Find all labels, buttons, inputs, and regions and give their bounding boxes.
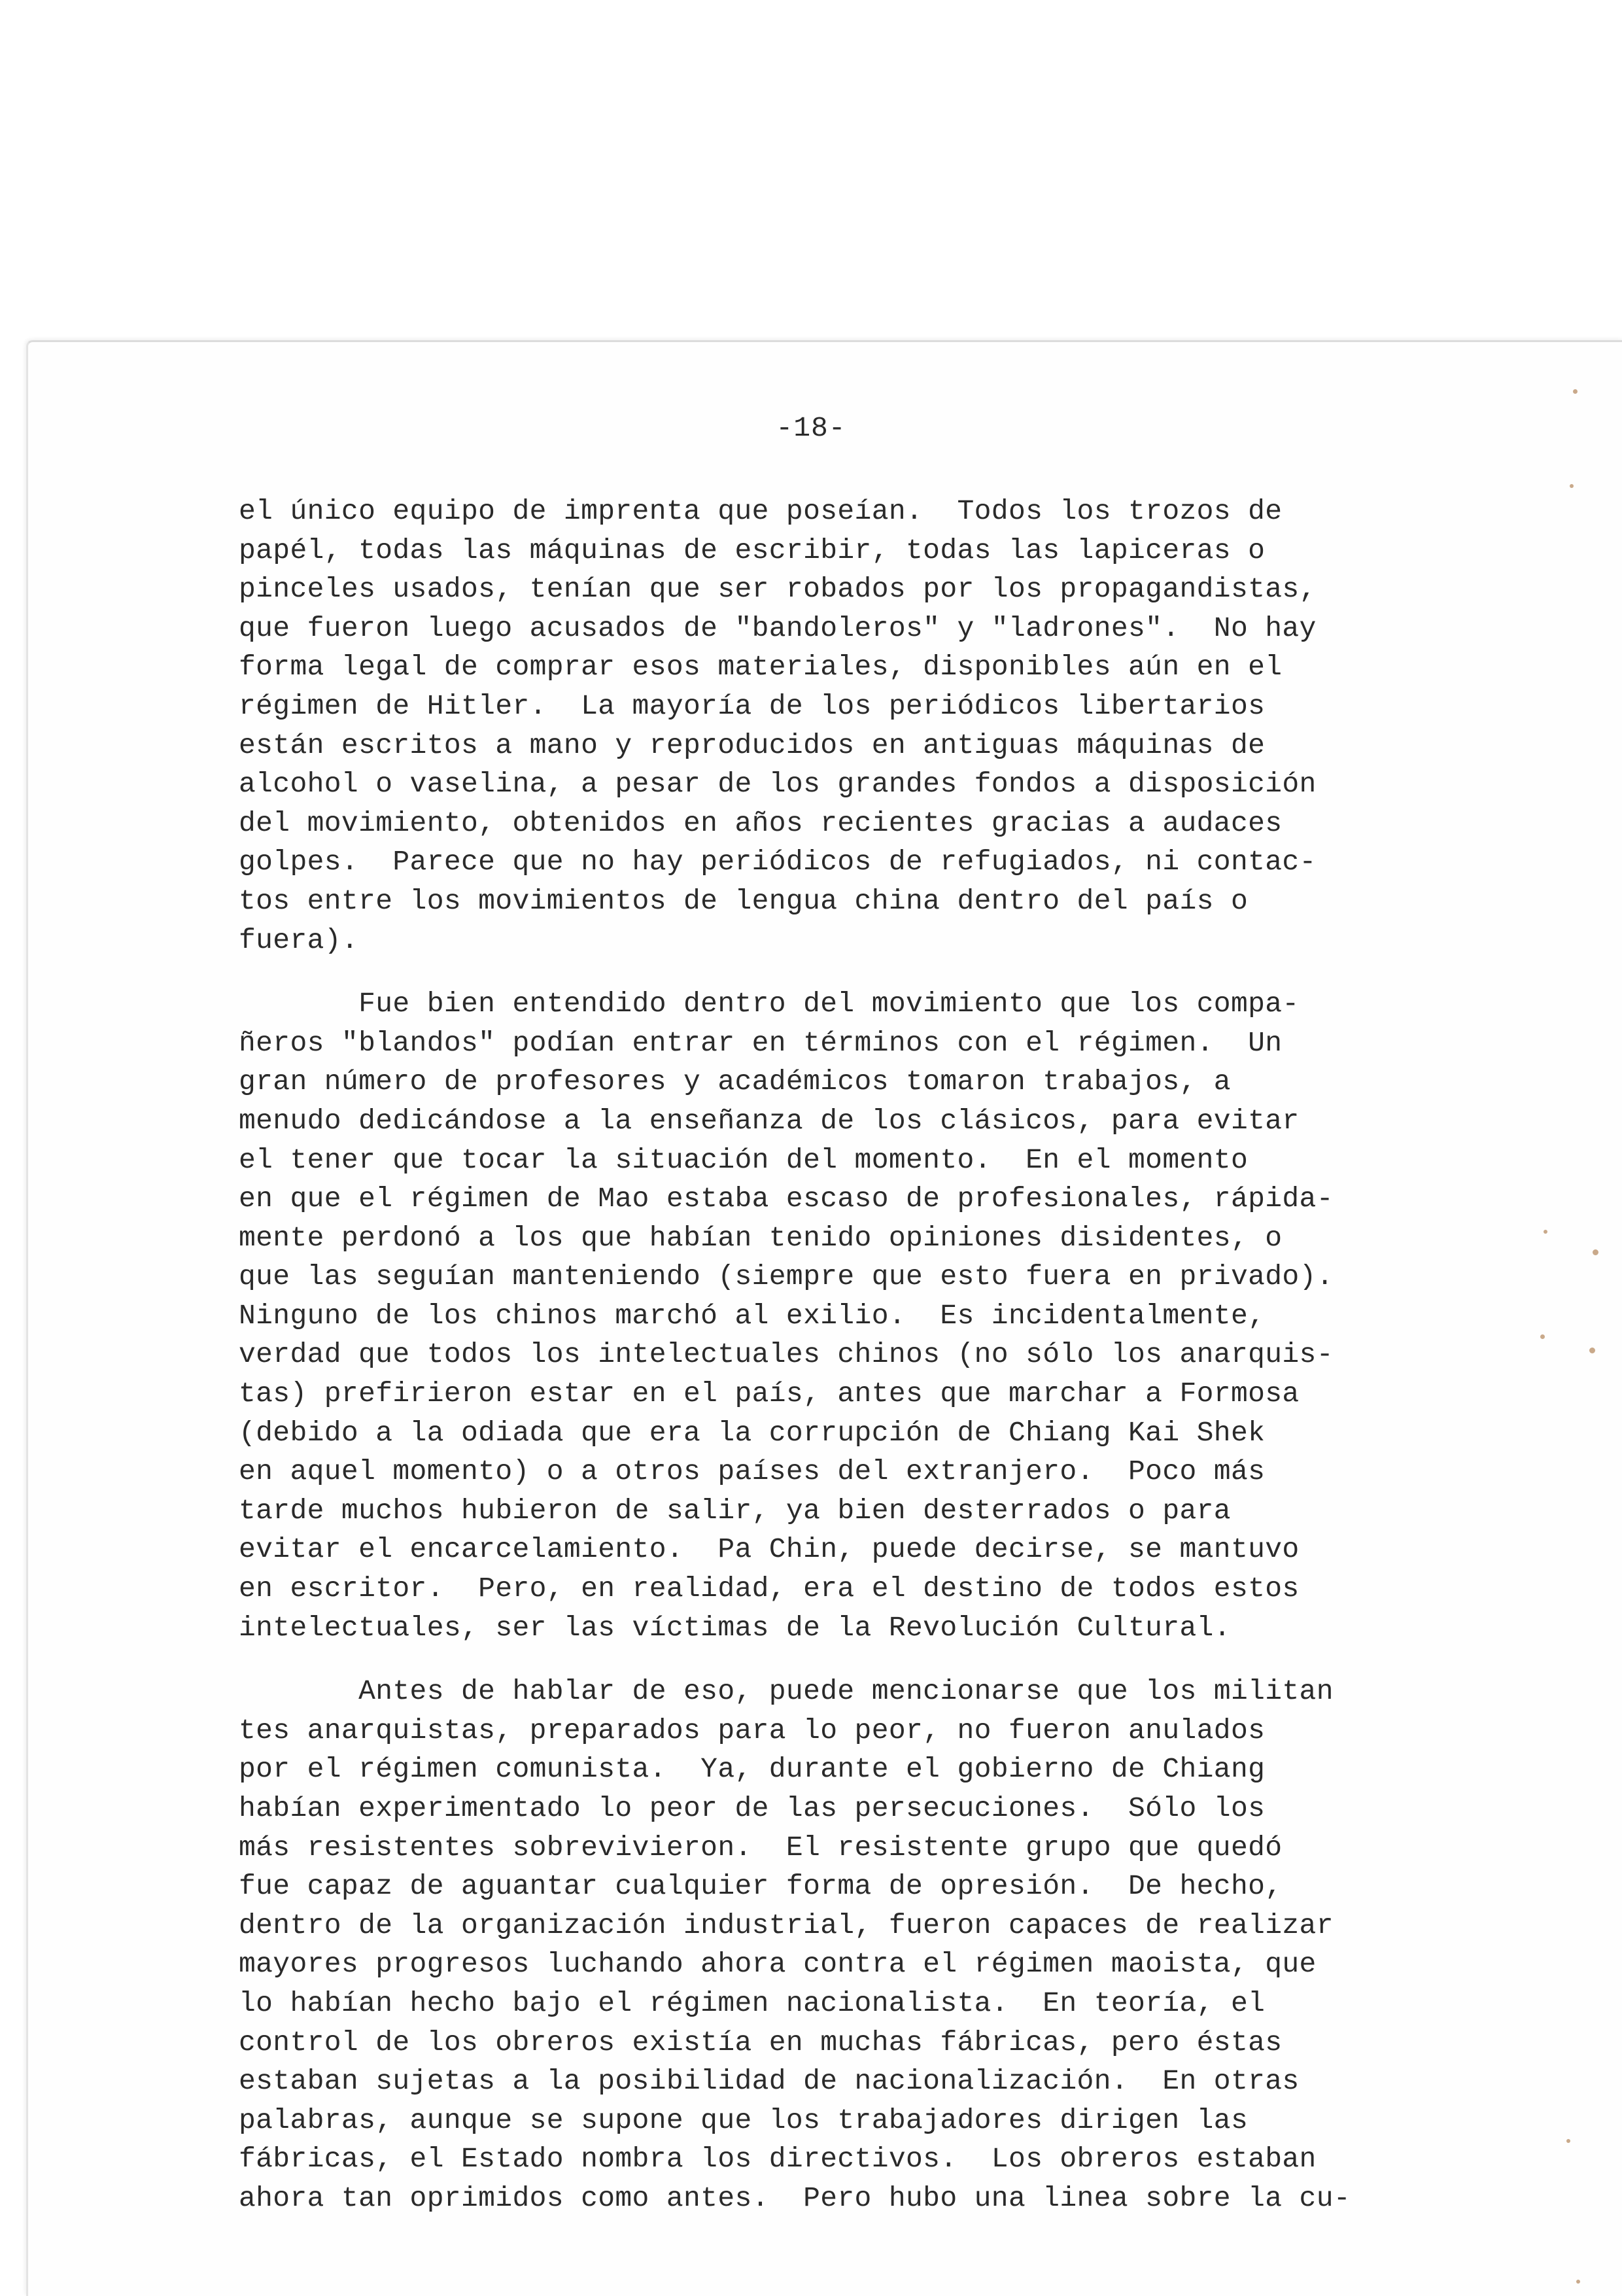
text-line: evitar el encarcelamiento. Pa Chin, puede decirse, se mantuvo (239, 1533, 1300, 1566)
text-line: menudo dedicándose a la enseñanza de los clásicos, para evitar (239, 1104, 1300, 1137)
text-line: el único equipo de imprenta que poseían. Todos los trozos de (239, 495, 1283, 527)
text-line: que las seguían manteniendo (siempre que esto fuera en privado). (239, 1261, 1334, 1293)
text-line: están escritos a mano y reproducidos en antiguas máquinas de (239, 729, 1266, 761)
text-line: Antes de hablar de eso, puede mencionarse que los militan (239, 1675, 1334, 1708)
text-line: intelectuales, ser las víctimas de la Revolución Cultural. (239, 1611, 1231, 1644)
text-line: mayores progresos luchando ahora contra el régimen maoista, que (239, 1948, 1317, 1981)
text-line: tas) prefirieron estar en el país, antes que marchar a Formosa (239, 1378, 1300, 1410)
paragraph-gap (239, 960, 1364, 984)
text-line: por el régimen comunista. Ya, durante el gobierno de Chiang (239, 1753, 1266, 1786)
text-line: dentro de la organización industrial, fueron capaces de realizar (239, 1909, 1334, 1941)
scan-speck (1593, 1249, 1598, 1255)
paragraph (239, 984, 1364, 1647)
text-line: (debido a la odiada que era la corrupción de Chiang Kai Shek (239, 1416, 1266, 1449)
text-line: ahora tan oprimidos como antes. Pero hubo una linea sobre la cu- (239, 2182, 1351, 2214)
text-line: más resistentes sobrevivieron. El resistente grupo que quedó (239, 1831, 1283, 1864)
text-line: en aquel momento) o a otros países del extranjero. Poco más (239, 1455, 1266, 1488)
text-line: que fueron luego acusados de "bandoleros" y "ladrones". No hay (239, 612, 1317, 644)
text-line: ñeros "blandos" podían entrar en términos con el régimen. Un (239, 1026, 1283, 1059)
text-line: del movimiento, obtenidos en años recientes gracias a audaces (239, 807, 1283, 839)
text-line: habían experimentado lo peor de las persecuciones. Sólo los (239, 1792, 1266, 1824)
scan-speck (1576, 2280, 1580, 2284)
text-line: tes anarquistas, preparados para lo peor, no fueron anulados (239, 1714, 1266, 1747)
text-line: estaban sujetas a la posibilidad de nacionalización. En otras (239, 2065, 1300, 2098)
text-line: verdad que todos los intelectuales chinos (no sólo los anarquis- (239, 1338, 1334, 1371)
text-line: tarde muchos hubieron de salir, ya bien desterrados o para (239, 1494, 1231, 1527)
paragraph (239, 492, 1364, 960)
scan-speck (1566, 2139, 1570, 2143)
page-number: -18- (776, 412, 846, 444)
text-line: mente perdonó a los que habían tenido opiniones disidentes, o (239, 1221, 1283, 1254)
scan-speck (1573, 389, 1578, 394)
text-line: lo habían hecho bajo el régimen nacionalista. En teoría, el (239, 1987, 1266, 2019)
text-line: régimen de Hitler. La mayoría de los periódicos libertarios (239, 689, 1266, 722)
text-line: en que el régimen de Mao estaba escaso de profesionales, rápida- (239, 1183, 1334, 1215)
text-line: palabras, aunque se supone que los trabajadores dirigen las (239, 2104, 1249, 2136)
text-line: en escritor. Pero, en realidad, era el destino de todos estos (239, 1573, 1300, 1605)
scan-speck (1544, 1230, 1547, 1234)
text-line: fue capaz de aguantar cualquier forma de opresión. De hecho, (239, 1870, 1283, 1903)
paragraph (239, 1672, 1364, 2218)
text-line: papél, todas las máquinas de escribir, todas las lapiceras o (239, 534, 1266, 566)
text-line: golpes. Parece que no hay periódicos de refugiados, ni contac- (239, 846, 1317, 878)
text-line: gran número de profesores y académicos tomaron trabajos, a (239, 1066, 1231, 1098)
scan-speck (1570, 484, 1574, 488)
text-line: fábricas, el Estado nombra los directivos. Los obreros estaban (239, 2143, 1317, 2176)
text-line: pinceles usados, tenían que ser robados por los propagandistas, (239, 573, 1317, 606)
body-text (239, 492, 1364, 2218)
text-line: control de los obreros existía en muchas fábricas, pero éstas (239, 2026, 1283, 2059)
text-line: alcohol o vaselina, a pesar de los grandes fondos a disposición (239, 768, 1317, 801)
text-line: tos entre los movimientos de lengua china dentro del país o (239, 884, 1249, 917)
text-line: el tener que tocar la situación del momento. En el momento (239, 1143, 1249, 1176)
scan-speck (1540, 1334, 1545, 1339)
text-line: forma legal de comprar esos materiales, disponibles aún en el (239, 651, 1283, 684)
paragraph-gap (239, 1647, 1364, 1672)
text-line: fuera). (239, 924, 359, 956)
scan-speck (1589, 1348, 1595, 1353)
text-line: Ninguno de los chinos marchó al exilio. Es incidentalmente, (239, 1299, 1266, 1332)
text-line: Fue bien entendido dentro del movimiento que los compa- (239, 988, 1300, 1020)
